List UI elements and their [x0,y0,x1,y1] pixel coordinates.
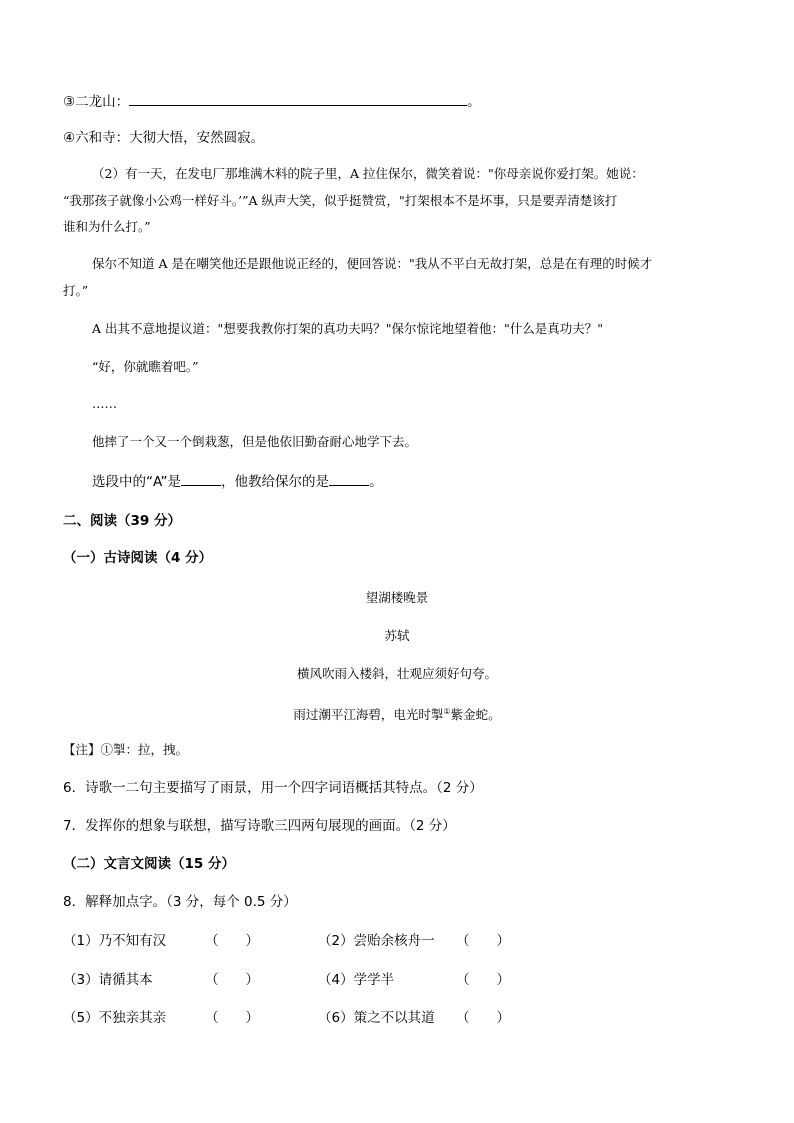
poem-line2 [0,703,794,724]
question-a-pre: 选段中的“A”是 [92,474,182,490]
part-poetry-title: （一）古诗阅读（4 分） [63,550,213,566]
passage-p5: …… [92,396,117,411]
item-erlongshan-end: 。 [467,94,481,110]
poem-line2-b: 紫金蛇。 [450,707,501,723]
passage-p1-line2: “我那孩子就像小公鸡一样好斗。’”A 纵声大笑，似乎挺赞赏，"打架根本不是坏事，只是要弄清楚该打 [63,193,618,208]
question-a-end: 。 [369,474,383,490]
q8-item1-label: （1）乃不知有汉 [63,933,167,949]
footnote-marker: ① [443,707,451,716]
question-7: 7．发挥你的想象与联想，描写诗歌三四两句展现的画面。（2 分） [63,818,456,834]
passage-p1-line3: 谁和为什么打。” [63,219,151,234]
passage-p1-line1: （2）有一天，在发电厂那堆满木料的院子里，A 拉住保尔，微笑着说："你母亲说你爱打架。她说： [92,166,644,181]
q8-item2-paren[interactable]: （ ） [456,933,510,949]
section-reading-title: 二、阅读（39 分） [63,513,181,529]
item-erlongshan [63,92,481,111]
item-erlongshan-label: ③二龙山： [63,94,130,110]
q8-item1-paren[interactable]: （ ） [205,933,259,949]
poem-author: 苏轼 [384,628,410,643]
poem-note: 【注】①掣：拉，拽。 [63,742,189,757]
answer-blank-skill [329,472,369,486]
poem-line1: 横风吹雨入楼斜，壮观应须好句夸。 [296,666,497,681]
poem-line2-a: 雨过潮平江海碧，电光时掣 [293,707,444,723]
answer-blank-long [129,92,467,106]
q8-item5-paren[interactable]: （ ） [205,1010,259,1026]
passage-p6: 他摔了一个又一个倒栽葱，但是他依旧勤奋耐心地学下去。 [92,434,418,449]
question-a-identity [92,472,383,491]
q8-item4-paren[interactable]: （ ） [456,972,510,988]
q8-item5-label: （5）不独亲其亲 [63,1010,167,1026]
part-classical-title: （二）文言文阅读（15 分） [63,856,235,872]
passage-p2-line2: 打。” [63,283,89,298]
question-8-title: 8．解释加点字。（3 分，每个 0.5 分） [63,894,297,910]
q8-item3-paren[interactable]: （ ） [205,972,259,988]
poem-title: 望湖楼晚景 [365,590,429,605]
q8-item4-label: （4）学学半 [318,972,395,988]
q8-item6-paren[interactable]: （ ） [456,1010,510,1026]
passage-p3: A 出其不意地提议道："想要我教你打架的真功夫吗？"保尔惊诧地望着他："什么是真功夫？" [92,321,604,336]
q8-item2-label: （2）尝贻余核舟一 [318,933,435,949]
passage-p2-line1: 保尔不知道 A 是在嘲笑他还是跟他说正经的，便回答说："我从不平白无故打架，总是在有理的时候才 [92,256,653,271]
q8-item3-label: （3）请循其本 [63,972,153,988]
item-liuhesi: ④六和寺：大彻大悟，安然圆寂。 [63,130,265,146]
q8-item6-label: （6）策之不以其道 [318,1010,435,1026]
question-6: 6．诗歌一二句主要描写了雨景，用一个四字词语概括其特点。（2 分） [63,780,483,796]
answer-blank-a [181,472,221,486]
passage-p4: “好，你就瞧着吧。” [92,359,199,374]
question-a-mid: ，他教给保尔的是 [221,474,330,490]
